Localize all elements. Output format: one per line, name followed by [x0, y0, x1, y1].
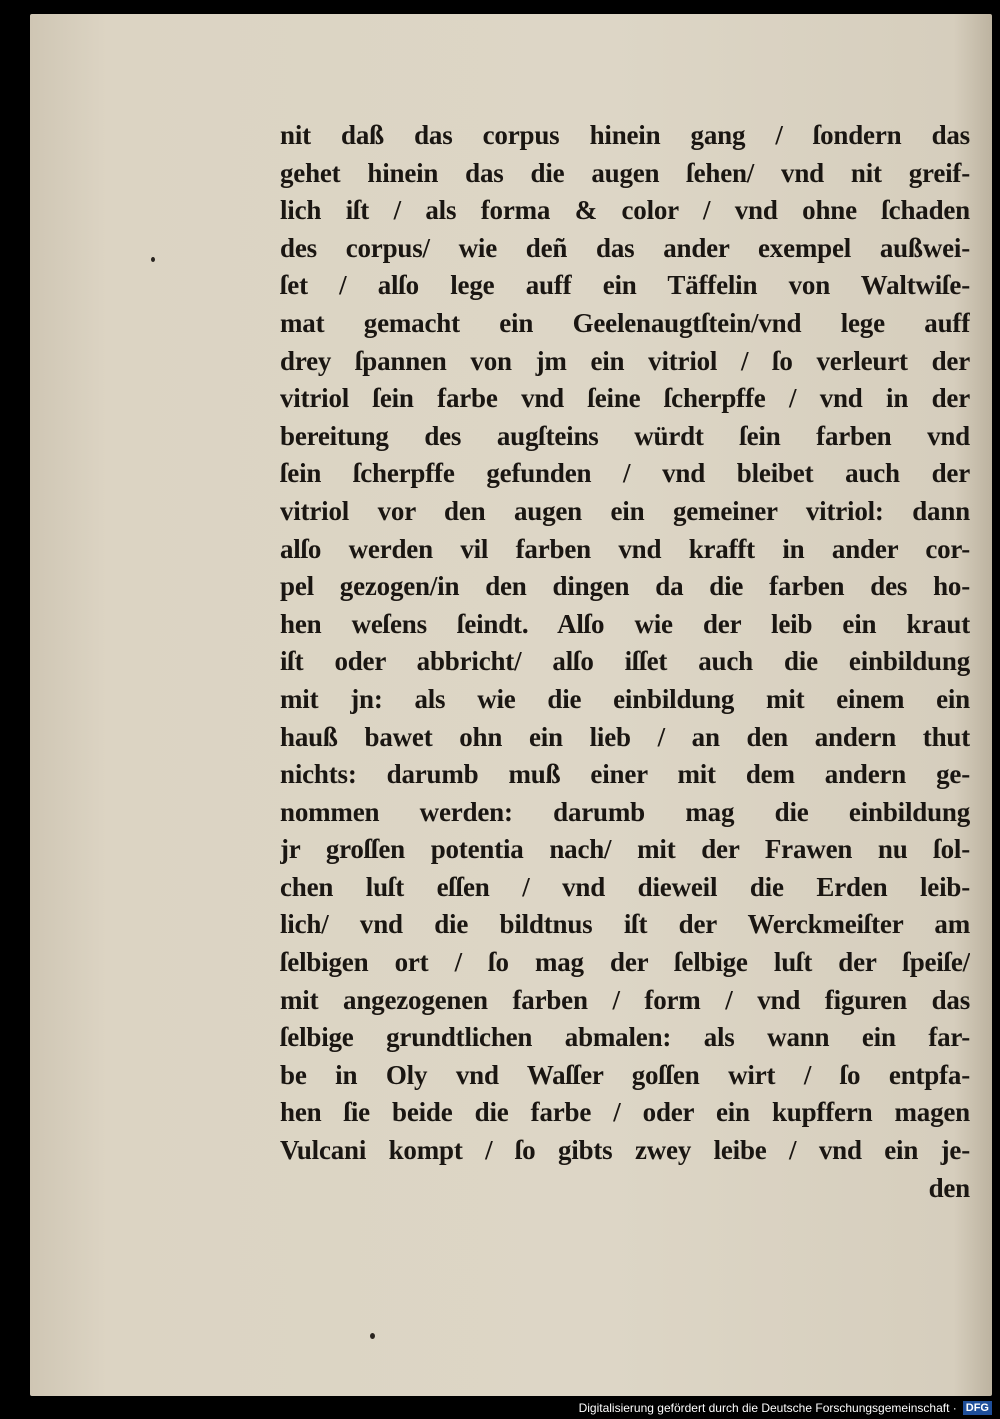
text-line: mat gemacht ein Geelenaugtſtein/vnd lege auff — [280, 307, 970, 338]
text-line: mit jn: als wie die einbildung mit einem ein — [280, 683, 970, 714]
page-text — [280, 117, 970, 1207]
text-line: ſein ſcherpffe gefunden / vnd bleibet auch der — [280, 458, 970, 489]
text-line: nichts: darumb muß einer mit dem andern ge- — [280, 759, 970, 790]
text-line: gehet hinein das die augen ſehen/ vnd nit greif- — [280, 157, 970, 188]
text-line: iſt oder abbricht/ alſo iſſet auch die einbildung — [280, 646, 970, 677]
text-line: Vulcani kompt / ſo gibts zwey leibe / vnd ein je- — [280, 1135, 970, 1166]
text-line: drey ſpannen von jm ein vitriol / ſo verleurt der — [280, 345, 970, 376]
text-line: hen weſens ſeindt. Alſo wie der leib ein kraut — [280, 608, 970, 639]
text-line: hen ſie beide die farbe / oder ein kupffern magen — [280, 1097, 970, 1128]
footer — [579, 1399, 992, 1417]
text-line: lich/ vnd die bildtnus iſt der Werckmeiſter am — [280, 909, 970, 940]
text-line: pel gezogen/in den dingen da die farben des ho- — [280, 571, 970, 602]
text-line: vitriol vor den augen ein gemeiner vitriol: dann — [280, 495, 970, 526]
text-line: nit daß das corpus hinein gang / ſondern das — [280, 120, 970, 150]
text-line: be in Oly vnd Waſſer goſſen wirt / ſo entpfa- — [280, 1059, 970, 1090]
catchword: den — [928, 1172, 970, 1203]
text-line: hauß bawet ohn ein lieb / an den andern thut — [280, 721, 970, 752]
text-line: alſo werden vil farben vnd krafft in ander cor- — [280, 533, 970, 564]
footer-credit: Digitalisierung gefördert durch die Deutsche Forschungsgemeinschaft · — [578, 1401, 957, 1415]
scanned-page — [30, 14, 992, 1396]
text-line: jr groſſen potentia nach/ mit der Frawen nu ſol- — [280, 834, 970, 865]
text-line: nommen werden: darumb mag die einbildung — [280, 796, 970, 827]
text-line: ſelbige grundtlichen abmalen: als wann ein far- — [280, 1022, 970, 1053]
ink-spot — [151, 257, 155, 262]
dfg-logo: DFG — [963, 1401, 992, 1415]
text-line: chen luſt eſſen / vnd dieweil die Erden leib- — [280, 871, 970, 902]
text-line: mit angezogenen farben / form / vnd figuren das — [280, 984, 970, 1015]
text-line: vitriol ſein farbe vnd ſeine ſcherpffe / vnd in der — [280, 383, 970, 414]
text-line: des corpus/ wie deñ das ander exempel außwei- — [280, 232, 970, 263]
text-line: lich iſt / als forma & color / vnd ohne ſchaden — [280, 195, 970, 226]
text-line: ſelbigen ort / ſo mag der ſelbige luſt der ſpeiſe/ — [280, 947, 970, 978]
text-line: ſet / alſo lege auff ein Täffelin von Waltwiſe- — [280, 270, 970, 301]
ink-spot — [370, 1333, 375, 1339]
text-line: bereitung des augſteins würdt ſein farben vnd — [280, 420, 970, 451]
